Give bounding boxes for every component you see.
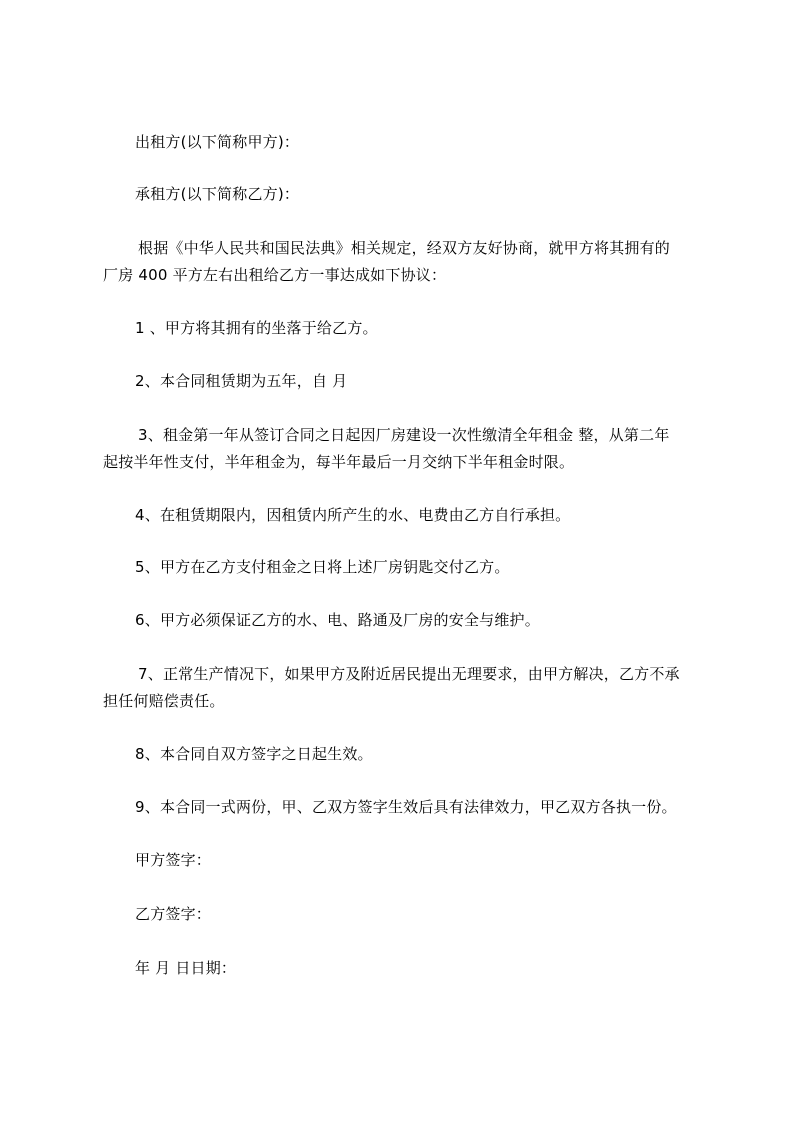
clause-1: 1 、甲方将其拥有的坐落于给乙方。 [135, 319, 378, 337]
date-line: 年 月 日日期： [135, 959, 237, 977]
clause-4: 4、在租赁期限内，因租赁内所产生的水、电费由乙方自行承担。 [135, 506, 571, 524]
lessor-line: 出租方(以下简称甲方)： [135, 133, 300, 151]
clause-3-line-1: 3、租金第一年从签订合同之日起因厂房建设一次性缴清全年租金 整，从第二年 [138, 426, 670, 444]
lessee-line: 承租方(以下简称乙方)： [135, 185, 300, 203]
clause-8: 8、本合同自双方签字之日起生效。 [135, 745, 373, 763]
signature-party-b: 乙方签字： [135, 905, 212, 923]
clause-9: 9、本合同一式两份，甲、乙双方签字生效后具有法律效力，甲乙双方各执一份。 [135, 798, 677, 816]
clause-5: 5、甲方在乙方支付租金之日将上述厂房钥匙交付乙方。 [135, 558, 510, 576]
signature-party-a: 甲方签字： [135, 851, 212, 869]
clause-7-line-1: 7、正常生产情况下，如果甲方及附近居民提出无理要求，由甲方解决，乙方不承 [138, 665, 680, 683]
clause-3-line-2: 起按半年性支付，半年租金为，每半年最后一月交纳下半年租金时限。 [103, 453, 575, 471]
clause-2: 2、本合同租赁期为五年，自 月 [135, 372, 348, 390]
clause-7-line-2: 担任何赔偿责任。 [103, 692, 225, 710]
clause-6: 6、甲方必须保证乙方的水、电、路通及厂房的安全与维护。 [135, 611, 540, 629]
intro-line-2: 厂房 400 平方左右出租给乙方一事达成如下协议： [103, 266, 447, 284]
intro-line-1: 根据《中华人民共和国民法典》相关规定，经双方友好协商，就甲方将其拥有的 [138, 239, 671, 257]
